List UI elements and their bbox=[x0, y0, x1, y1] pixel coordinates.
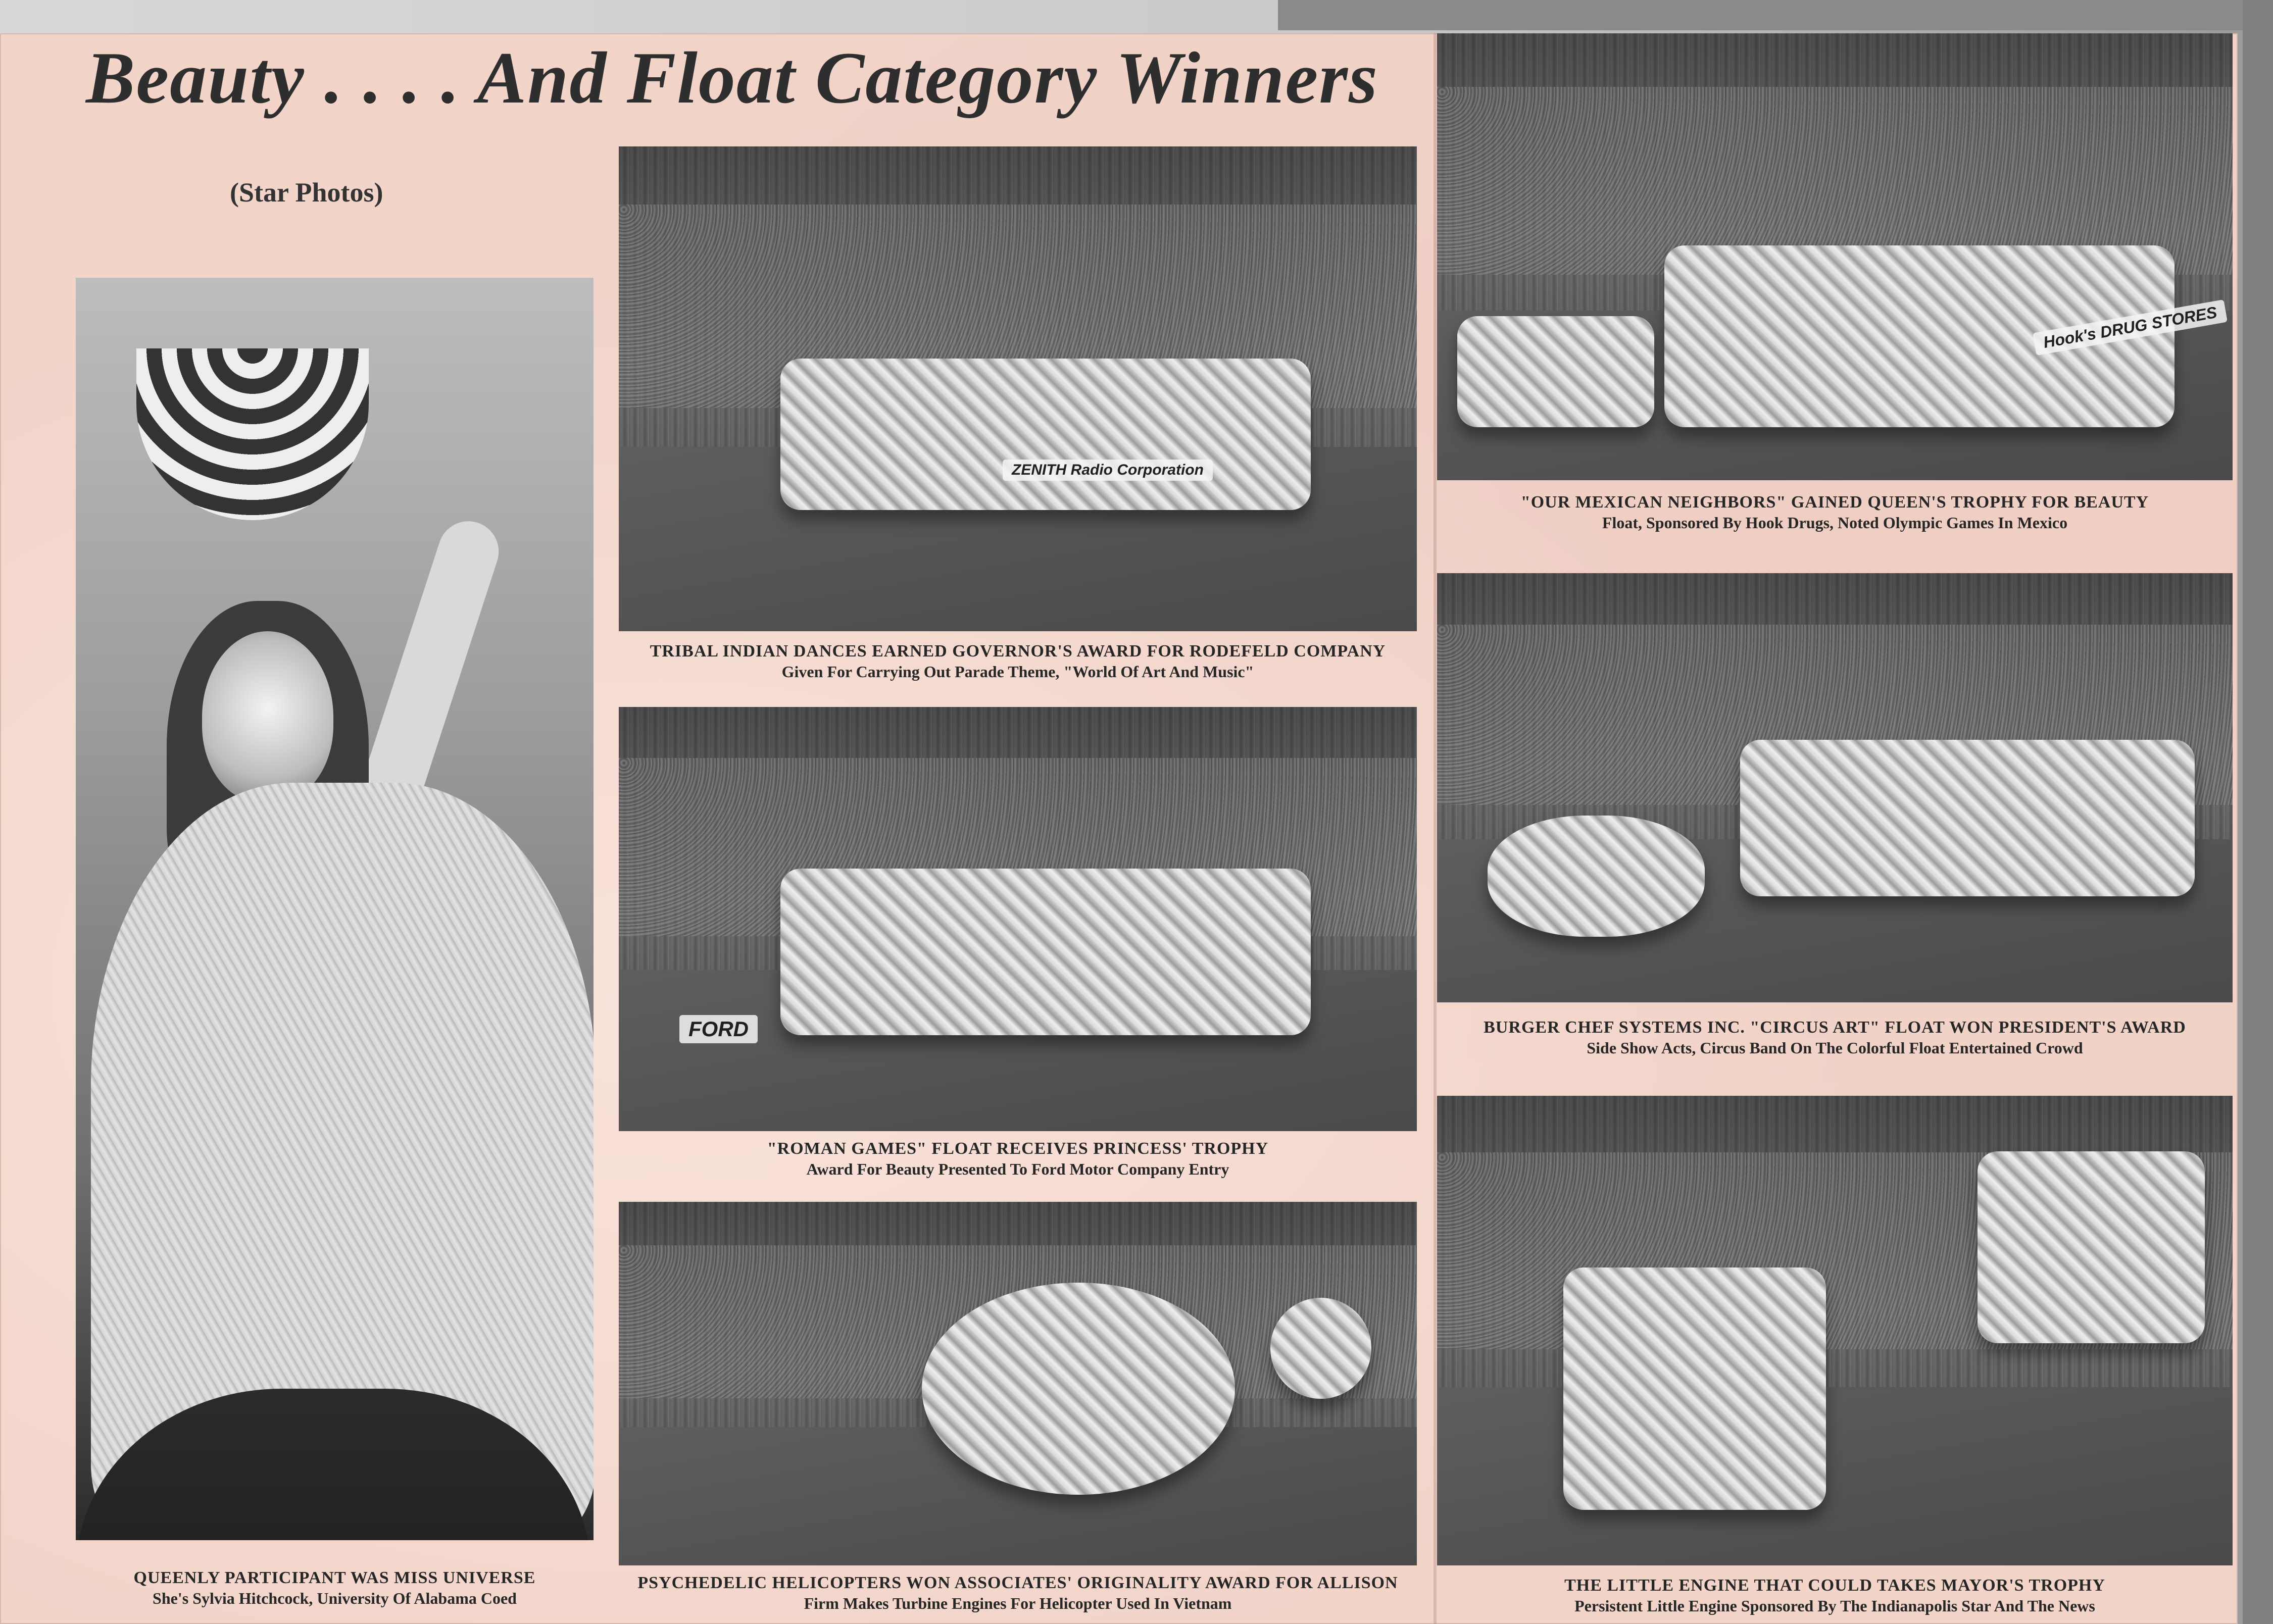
caption-helicopters bbox=[606, 1573, 1429, 1613]
paper-fold bbox=[1434, 33, 1437, 1624]
photo-little-engine bbox=[1437, 1096, 2233, 1565]
parade-float bbox=[1457, 316, 1654, 427]
bunting-decoration bbox=[136, 348, 369, 520]
caption-miss-universe bbox=[76, 1568, 594, 1608]
photo-tribal-indian bbox=[619, 146, 1417, 631]
caption-title: "ROMAN GAMES" FLOAT RECEIVES PRINCESS' TROPHY bbox=[767, 1139, 1269, 1158]
caption-subtitle: Float, Sponsored By Hook Drugs, Noted Olympic Games In Mexico bbox=[1602, 513, 2068, 532]
caption-tribal-indian bbox=[619, 641, 1417, 681]
caption-mexican-neighbors bbox=[1437, 492, 2233, 532]
photo-helicopters bbox=[619, 1202, 1417, 1565]
float-sign: ZENITH Radio Corporation bbox=[1003, 460, 1213, 481]
face bbox=[202, 631, 333, 803]
caption-subtitle: Side Show Acts, Circus Band On The Colorful Float Entertained Crowd bbox=[1587, 1038, 2083, 1057]
engine-float bbox=[1563, 1267, 1826, 1510]
helicopter-float bbox=[922, 1283, 1235, 1495]
street bbox=[1437, 1387, 2233, 1565]
caption-subtitle: She's Sylvia Hitchcock, University Of Alabama Coed bbox=[153, 1589, 517, 1607]
photo-mexican-neighbors bbox=[1437, 33, 2233, 480]
wagon-float bbox=[1740, 740, 2195, 896]
page-headline: Beauty . . . . And Float Category Winners bbox=[86, 37, 1378, 119]
train-car-float bbox=[1978, 1151, 2205, 1343]
caption-title: PSYCHEDELIC HELICOPTERS WON ASSOCIATES' ORIGINALITY AWARD FOR ALLISON bbox=[637, 1574, 1398, 1592]
float-sign: FORD bbox=[679, 1015, 758, 1043]
caption-roman-games bbox=[619, 1139, 1417, 1179]
helicopter-float bbox=[1270, 1298, 1371, 1399]
caption-subtitle: Award For Beauty Presented To Ford Motor Company Entry bbox=[806, 1159, 1229, 1178]
caption-title: BURGER CHEF SYSTEMS INC. "CIRCUS ART" FLOAT WON PRESIDENT'S AWARD bbox=[1484, 1018, 2186, 1037]
caption-subtitle: Firm Makes Turbine Engines For Helicopter Used In Vietnam bbox=[804, 1594, 1232, 1612]
caption-subtitle: Given For Carrying Out Parade Theme, "World Of Art And Music" bbox=[781, 662, 1254, 681]
scanner-edge bbox=[2243, 0, 2273, 1624]
elephant-float bbox=[1488, 816, 1705, 937]
caption-title: THE LITTLE ENGINE THAT COULD TAKES MAYOR'S TROPHY bbox=[1564, 1576, 2105, 1595]
caption-title: "OUR MEXICAN NEIGHBORS" GAINED QUEEN'S TROPHY FOR BEAUTY bbox=[1520, 493, 2149, 512]
caption-subtitle: Persistent Little Engine Sponsored By The Indianapolis Star And The News bbox=[1574, 1596, 2095, 1615]
parade-float bbox=[780, 359, 1311, 510]
photo-miss-universe bbox=[76, 278, 594, 1540]
caption-little-engine bbox=[1437, 1576, 2233, 1615]
float-sign: Hook's DRUG STORES bbox=[2033, 299, 2228, 356]
parade-float bbox=[780, 869, 1311, 1035]
photo-credit: (Star Photos) bbox=[230, 177, 383, 208]
scanner-strip bbox=[1278, 0, 2273, 30]
photo-circus-art bbox=[1437, 573, 2233, 1002]
photo-roman-games bbox=[619, 707, 1417, 1131]
caption-title: TRIBAL INDIAN DANCES EARNED GOVERNOR'S AWARD FOR RODEFELD COMPANY bbox=[650, 642, 1386, 661]
caption-circus-art bbox=[1437, 1018, 2233, 1057]
caption-title: QUEENLY PARTICIPANT WAS MISS UNIVERSE bbox=[133, 1568, 536, 1587]
